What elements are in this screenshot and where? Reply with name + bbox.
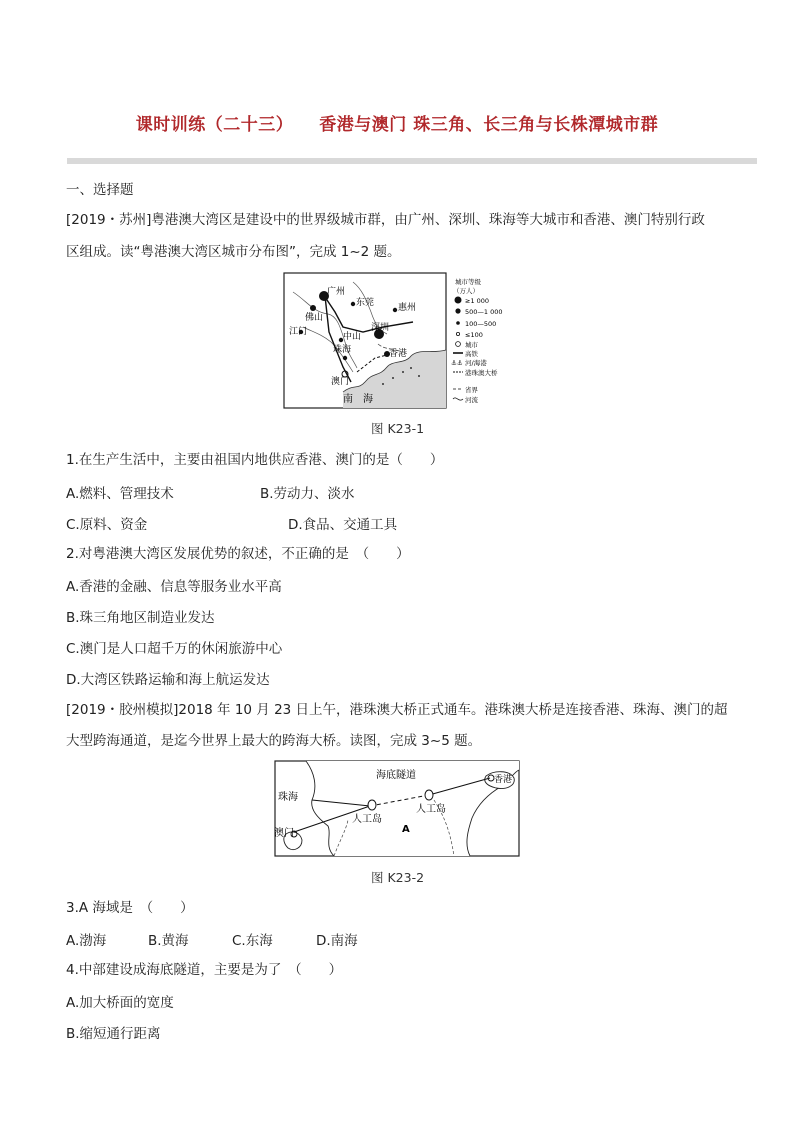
title-part2: 香港与澳门 珠三角、长三角与长株潭城市群 <box>319 115 659 135</box>
map1-label: 东莞 <box>356 298 375 308</box>
map2-mo-label: 澳门 <box>274 828 294 839</box>
intro2-line2: 大型跨海通道，是迄今世界上最大的跨海大桥。读图，完成 3~5 题。 <box>66 733 482 749</box>
map2-island1-label: 人工岛 <box>352 814 382 825</box>
map1-island <box>410 367 412 369</box>
map1-island <box>392 377 394 379</box>
legend-item: ≥1 000 <box>465 297 490 305</box>
map2-zh-label: 珠海 <box>278 792 298 803</box>
map1-label: 澳门 <box>331 377 350 387</box>
intro1-line2: 区组成。读“粤港澳大湾区城市分布图”，完成 1~2 题。 <box>66 244 401 260</box>
q2-option-d[interactable]: D.大湾区铁路运输和海上航运发达 <box>66 672 270 688</box>
legend-item: 500—1 000 <box>465 308 503 316</box>
q4-option-a[interactable]: A.加大桥面的宽度 <box>66 995 174 1011</box>
map1-label: 江门 <box>289 327 308 337</box>
q4-stem: 4.中部建设成海底隧道，主要是为了 （ ） <box>66 962 343 978</box>
legend-item: 城市 <box>465 341 478 349</box>
map2-sea-label: A <box>402 824 410 835</box>
legend-symbol <box>455 308 460 313</box>
legend-item: 高铁 <box>465 350 478 358</box>
map-greater-bay-area <box>283 272 513 410</box>
legend-symbol <box>456 342 461 347</box>
legend-symbol <box>453 398 463 400</box>
legend-item: 河流 <box>465 396 478 404</box>
map1-island <box>382 383 384 385</box>
q3-stem: 3.A 海域是 （ ） <box>66 900 194 916</box>
intro1-line1: [2019・苏州]粤港澳大湾区是建设中的世界级城市群，由广州、深圳、珠海等大城市和香港、澳门特别行政 <box>66 212 705 228</box>
map-hzm-bridge <box>274 760 520 857</box>
legend-symbol <box>456 321 460 325</box>
map1-label: 佛山 <box>305 313 324 323</box>
map1-label: 中山 <box>343 332 362 342</box>
q3-option-b[interactable]: B.黄海 <box>148 933 189 949</box>
map1-island <box>402 371 404 373</box>
q1-option-d[interactable]: D.食品、交通工具 <box>288 517 398 533</box>
legend-item: ≤100 <box>465 331 483 339</box>
legend-item: 港珠澳大桥 <box>465 369 498 377</box>
legend-title: 城市等级 <box>455 278 481 286</box>
map1-label: 广州 <box>327 287 346 297</box>
q4-option-b[interactable]: B.缩短通行距离 <box>66 1026 161 1042</box>
q2-stem: 2.对粤港澳大湾区发展优势的叙述，不正确的是 （ ） <box>66 546 410 562</box>
title-divider <box>67 158 757 164</box>
q3-option-c[interactable]: C.东海 <box>232 933 273 949</box>
map1-island <box>418 375 420 377</box>
map2-hk-label: 香港 <box>494 775 513 785</box>
intro2-line1: [2019・胶州模拟]2018 年 10 月 23 日上午，港珠澳大桥正式通车。港珠澳大桥是连接香港、珠海、澳门的超 <box>66 702 728 718</box>
legend-item: 省界 <box>465 386 478 394</box>
map2-artificial-island-1 <box>368 800 376 810</box>
map1-label: 深圳 <box>371 323 390 333</box>
q2-option-b[interactable]: B.珠三角地区制造业发达 <box>66 610 215 626</box>
map2-tunnel-label: 海底隧道 <box>376 770 416 781</box>
map1-sea-label: 南 海 <box>343 394 373 405</box>
legend-item: 100—500 <box>465 320 497 328</box>
map1-city-foshan <box>310 305 316 311</box>
map1-legend <box>451 277 503 404</box>
q2-option-a[interactable]: A.香港的金融、信息等服务业水平高 <box>66 579 282 595</box>
map1-city-zhuhai <box>343 356 347 360</box>
q1-option-b[interactable]: B.劳动力、淡水 <box>260 486 355 502</box>
map1-label: 香港 <box>389 349 408 359</box>
map1-city-huizhou <box>393 308 397 312</box>
title-part1: 课时训练（二十三） <box>135 115 294 135</box>
q1-option-c[interactable]: C.原料、资金 <box>66 517 148 533</box>
q1-option-a[interactable]: A.燃料、管理技术 <box>66 486 174 502</box>
figure-caption-k23-2: 图 K23-2 <box>371 870 425 885</box>
q3-option-a[interactable]: A.渤海 <box>66 933 107 949</box>
section-heading: 一、选择题 <box>66 182 134 198</box>
legend-symbol <box>455 297 462 304</box>
map1-label: 珠海 <box>333 345 352 355</box>
legend-unit: （万人） <box>453 287 479 295</box>
map2-island2-label: 人工岛 <box>416 804 446 815</box>
legend-item: 河/海港 <box>465 359 487 367</box>
q3-option-d[interactable]: D.南海 <box>316 933 358 949</box>
figure-caption-k23-1: 图 K23-1 <box>371 421 425 436</box>
map2-artificial-island-2 <box>425 790 433 800</box>
map1-label: 惠州 <box>398 303 417 313</box>
page-title <box>0 110 794 135</box>
legend-symbol <box>456 332 459 335</box>
q2-option-c[interactable]: C.澳门是人口超千万的休闲旅游中心 <box>66 641 283 657</box>
q1-stem: 1.在生产生活中，主要由祖国内地供应香港、澳门的是（ ） <box>66 452 444 468</box>
map1-city-dongguan <box>351 302 355 306</box>
legend-symbol: ⚓⚓ <box>451 359 463 367</box>
